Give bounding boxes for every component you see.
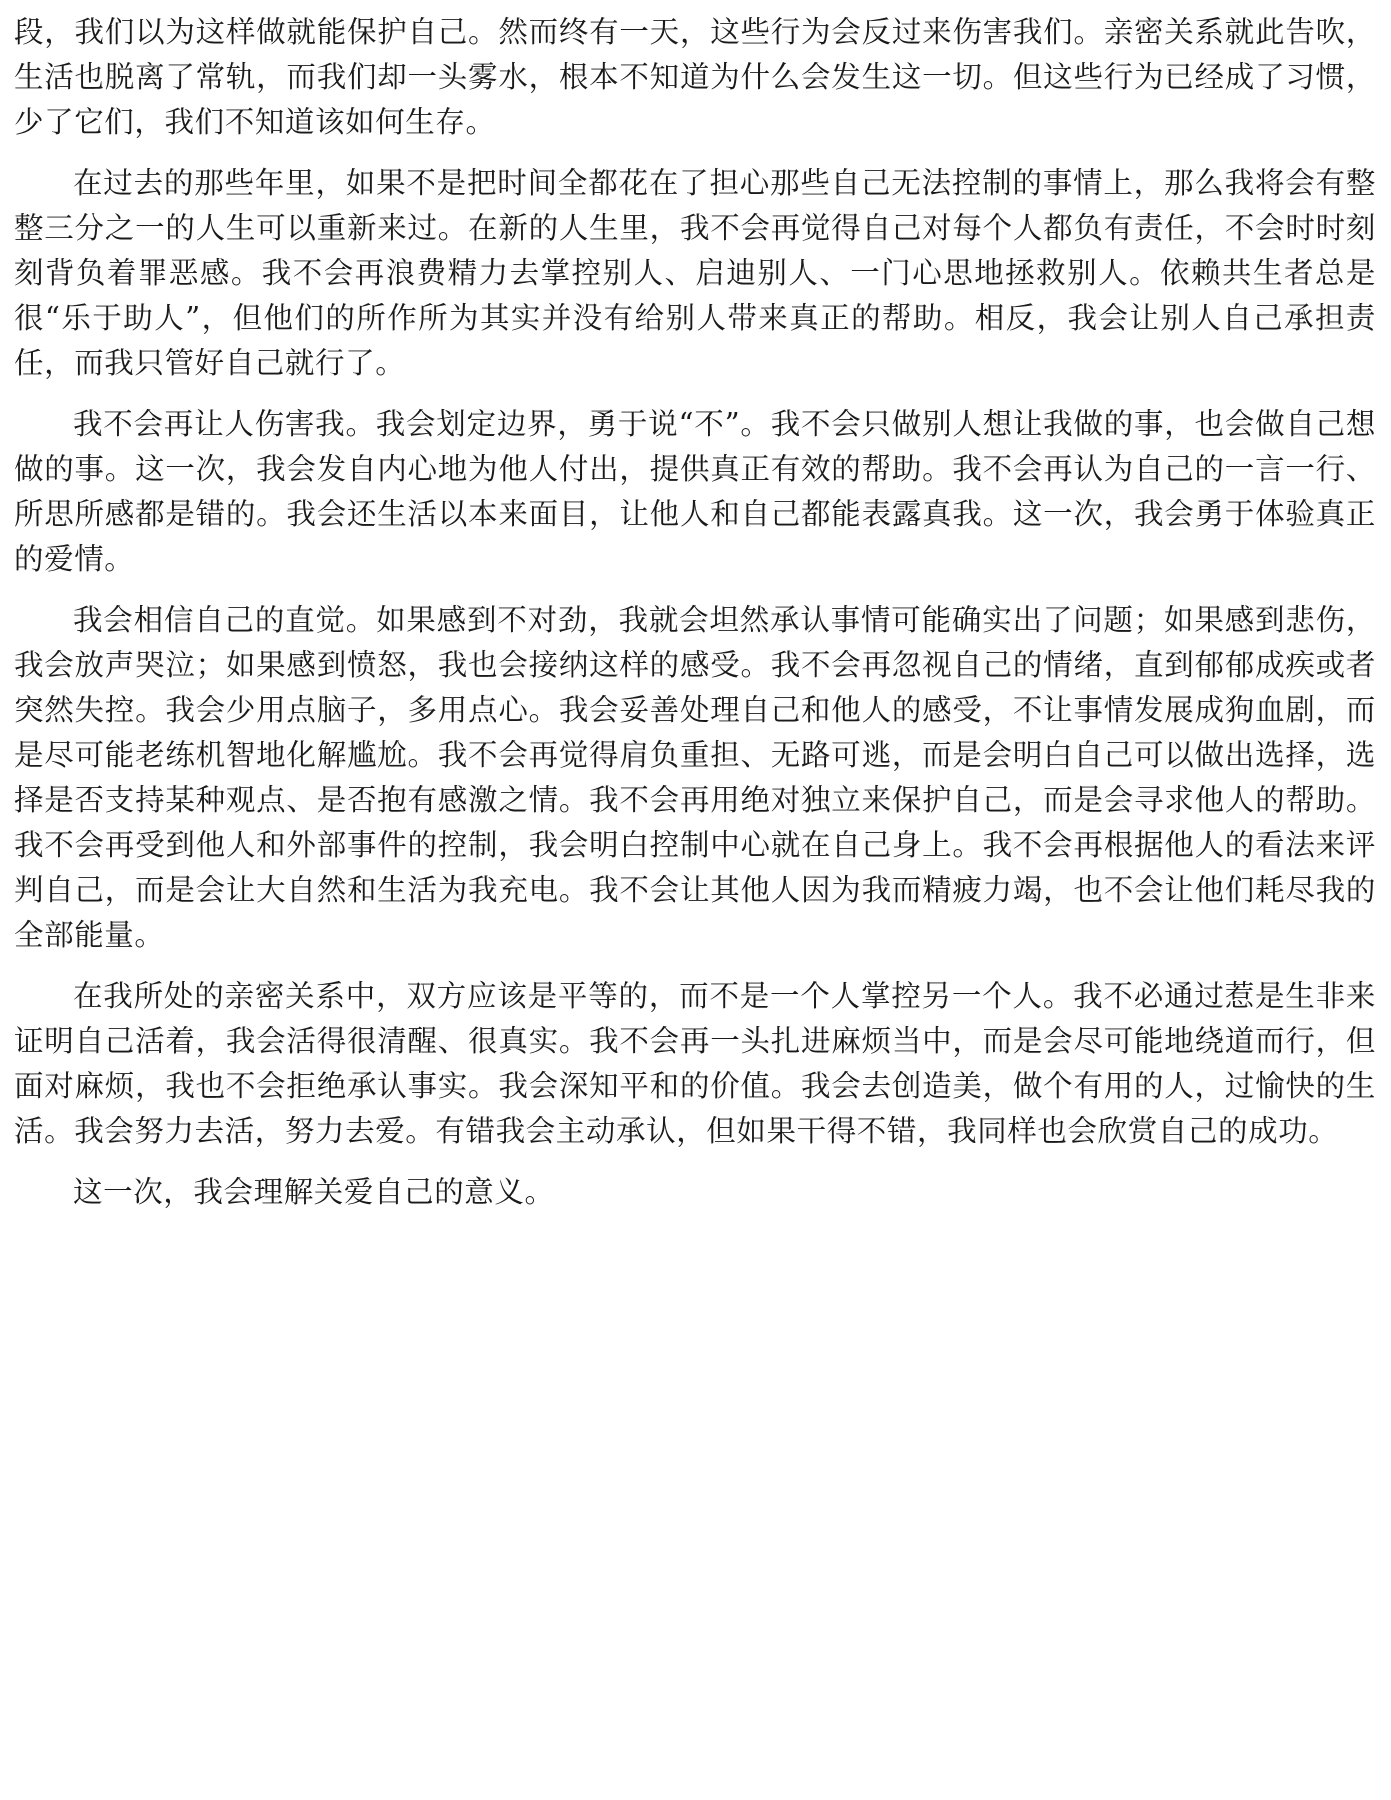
paragraph-2: 在过去的那些年里，如果不是把时间全都花在了担心那些自己无法控制的事情上，那么我将会有整整三分之一的人生可以重新来过。在新的人生里，我不会再觉得自己对每个人都负有责任，不会时时刻刻背负着罪恶感。我不会再浪费精力去掌控别人、启迪别人、一门心思地拯救别人。依赖共生者总是很“乐于助人”，但他们的所作所为其实并没有给别人带来真正的帮助。相反，我会让别人自己承担责任，而我只管好自己就行了。	[14, 166, 1376, 380]
paragraph-6: 这一次，我会理解关爱自己的意义。	[73, 1175, 555, 1209]
paragraph-3: 我不会再让人伤害我。我会划定边界，勇于说“不”。我不会只做别人想让我做的事，也会做自己想做的事。这一次，我会发自内心地为他人付出，提供真正有效的帮助。我不会再认为自己的一言一行、所思所感都是错的。我会还生活以本来面目，让他人和自己都能表露真我。这一次，我会勇于体验真正的爱情。	[14, 407, 1376, 576]
paragraph-5: 在我所处的亲密关系中，双方应该是平等的，而不是一个人掌控另一个人。我不必通过惹是生非来证明自己活着，我会活得很清醒、很真实。我不会再一头扎进麻烦当中，而是会尽可能地绕道而行，但面对麻烦，我也不会拒绝承认事实。我会深知平和的价值。我会去创造美，做个有用的人，过愉快的生活。我会努力去活，努力去爱。有错我会主动承认，但如果干得不错，我同样也会欣赏自己的成功。	[14, 979, 1376, 1148]
document-page	[14, 10, 1376, 1231]
paragraph-4: 我会相信自己的直觉。如果感到不对劲，我就会坦然承认事情可能确实出了问题；如果感到悲伤，我会放声哭泣；如果感到愤怒，我也会接纳这样的感受。我不会再忽视自己的情绪，直到郁郁成疾或者突然失控。我会少用点脑子，多用点心。我会妥善处理自己和他人的感受，不让事情发展成狗血剧，而是尽可能老练机智地化解尴尬。我不会再觉得肩负重担、无路可逃，而是会明白自己可以做出选择，选择是否支持某种观点、是否抱有感激之情。我不会再用绝对独立来保护自己，而是会寻求他人的帮助。我不会再受到他人和外部事件的控制，我会明白控制中心就在自己身上。我不会再根据他人的看法来评判自己，而是会让大自然和生活为我充电。我不会让其他人因为我而精疲力竭，也不会让他们耗尽我的全部能量。	[14, 603, 1376, 952]
paragraph-1: 段，我们以为这样做就能保护自己。然而终有一天，这些行为会反过来伤害我们。亲密关系就此告吹，生活也脱离了常轨，而我们却一头雾水，根本不知道为什么会发生这一切。但这些行为已经成了习惯，少了它们，我们不知道该如何生存。	[14, 15, 1376, 139]
